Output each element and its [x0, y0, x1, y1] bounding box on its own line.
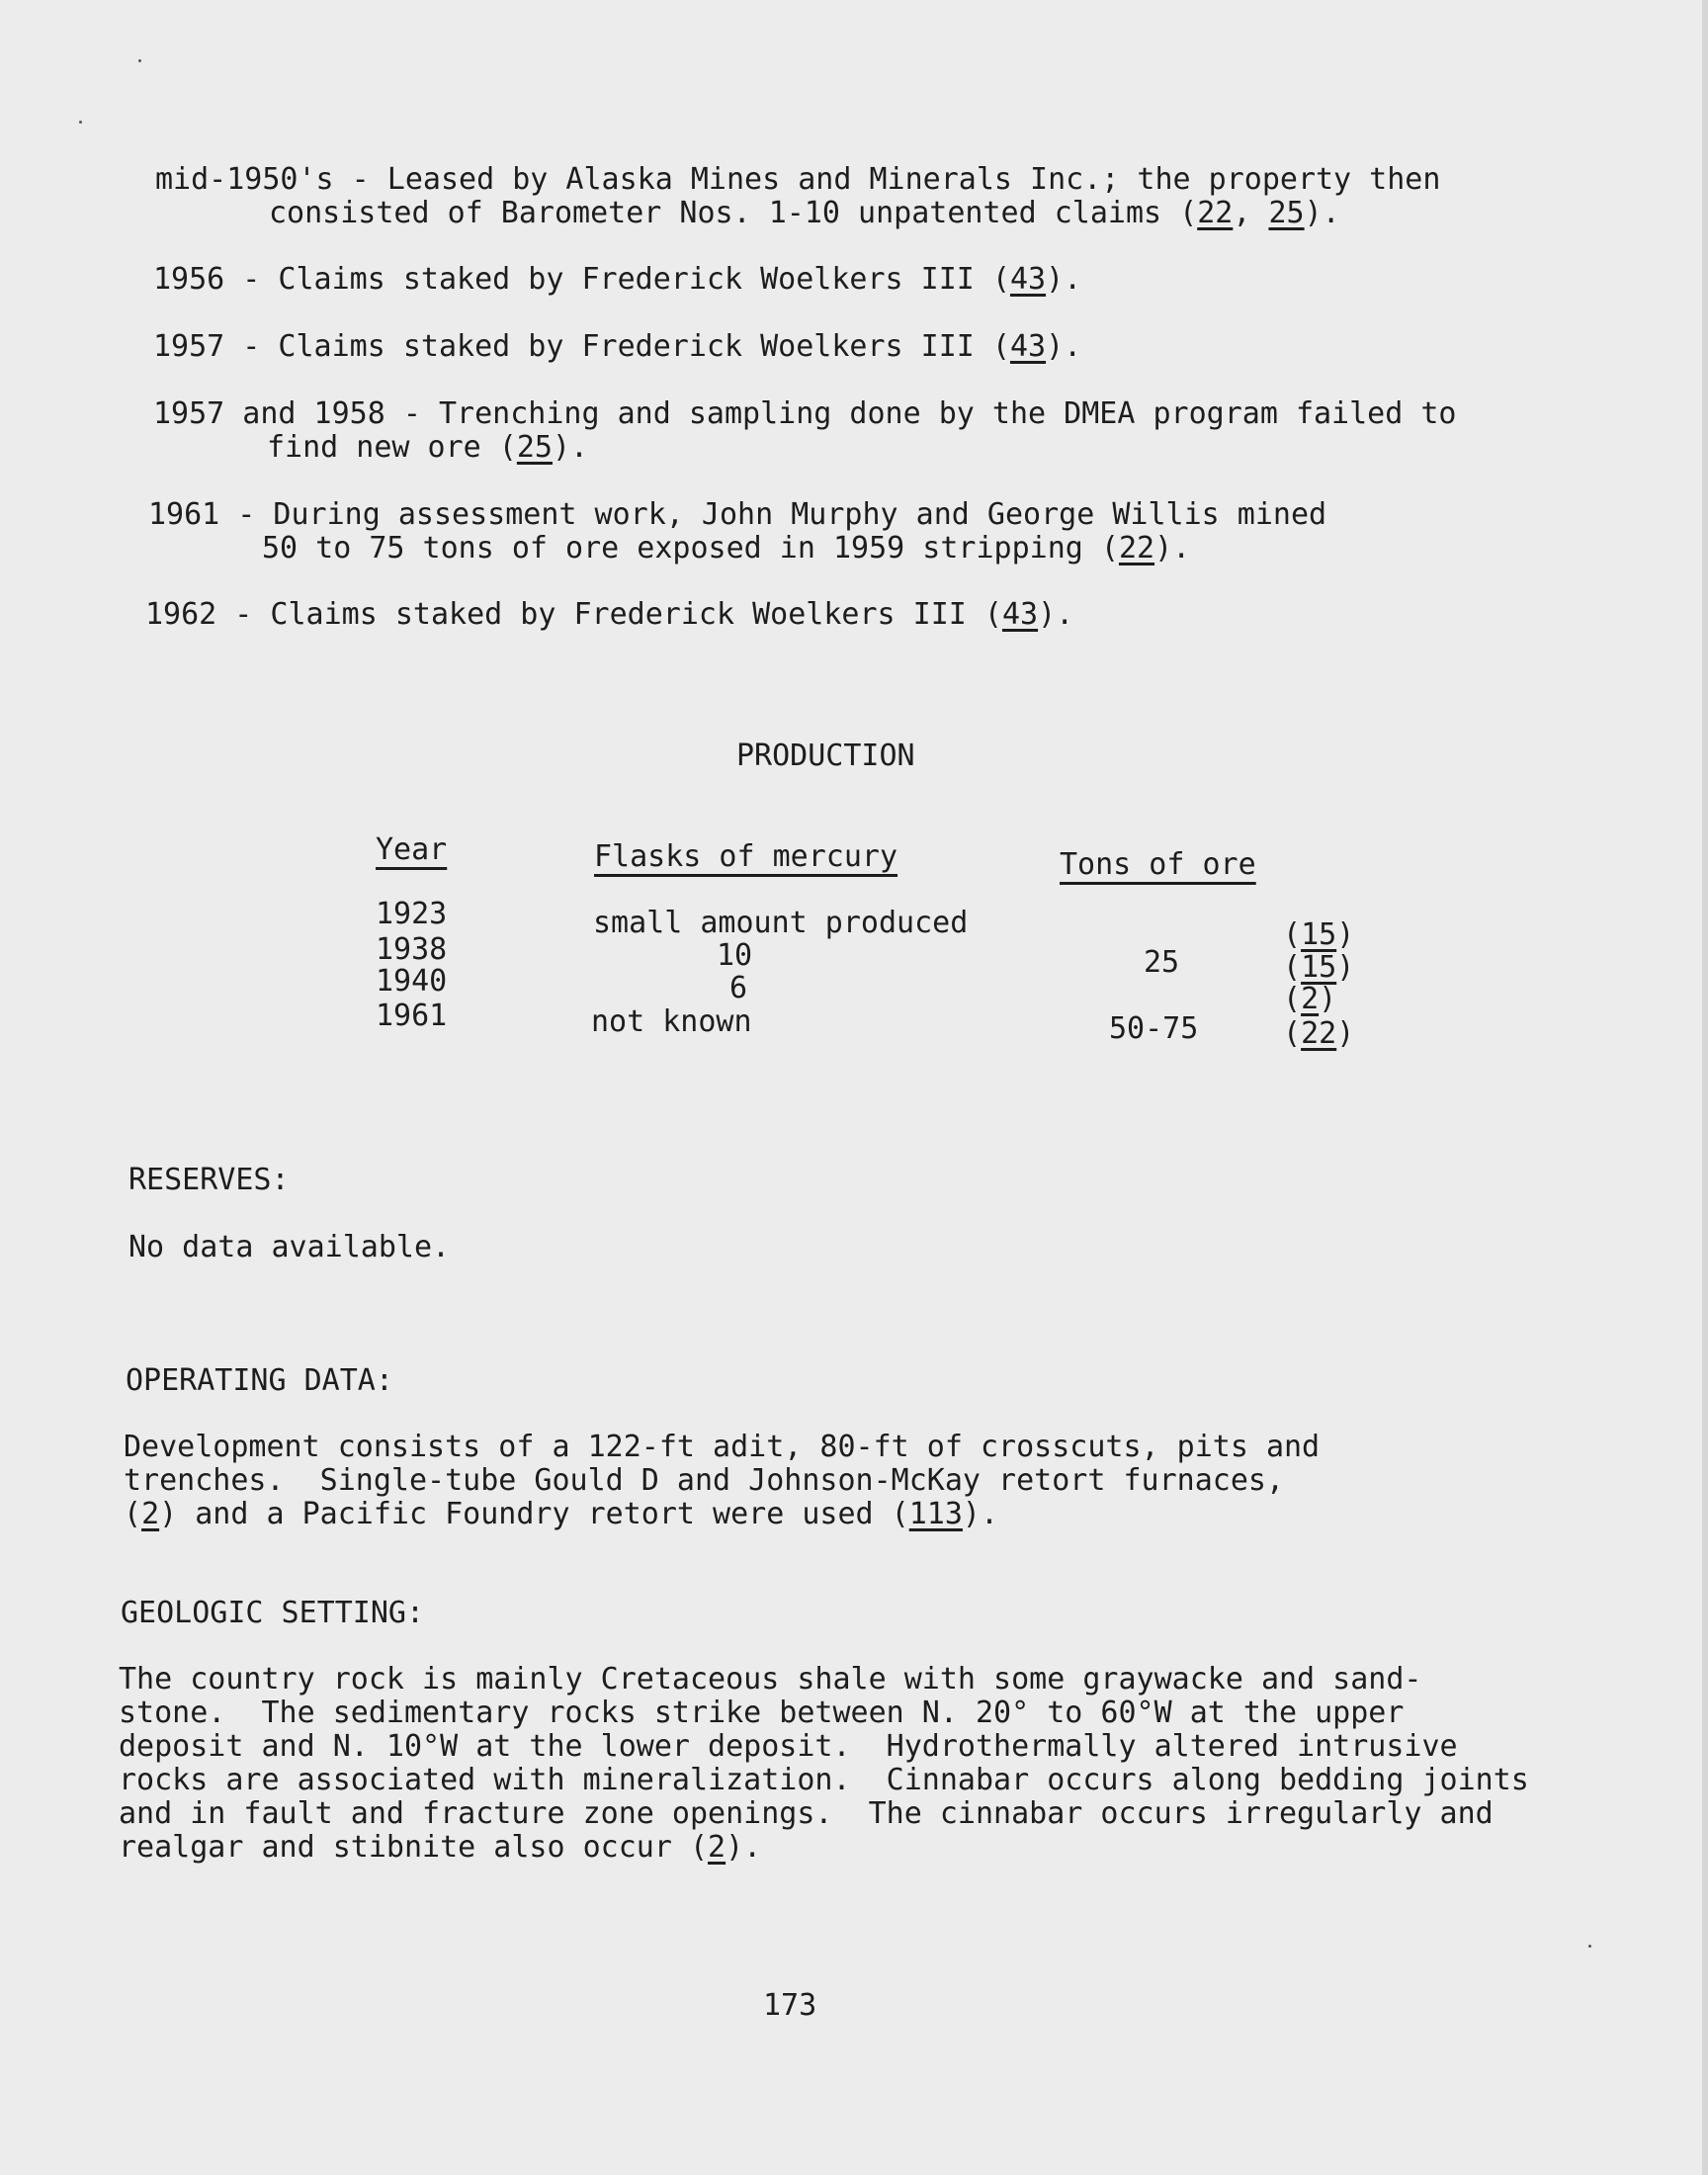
- text-run: deposit and N. 10°W at the lower deposit. Hydrothermally altered intrusive: [119, 1729, 1458, 1764]
- production-title: PRODUCTION: [736, 739, 915, 773]
- speck: [1588, 1945, 1591, 1948]
- text-line: [119, 1696, 1529, 1730]
- text-line: [124, 1464, 1320, 1498]
- reference-number: 2: [708, 1830, 726, 1865]
- production-tons: 50-75: [1109, 1011, 1199, 1046]
- text-run: 1962 - Claims staked by Frederick Woelkers III (: [145, 597, 1002, 632]
- text-line: [153, 263, 1081, 297]
- production-reference: (15): [1283, 950, 1355, 985]
- text-line: [119, 1831, 1529, 1865]
- text-line: [155, 197, 1440, 230]
- production-year: 1961: [376, 999, 448, 1033]
- production-flasks: not known: [591, 1004, 752, 1039]
- reference-number: 25: [1268, 196, 1305, 230]
- history-entry: [155, 163, 1440, 230]
- page-edge: [1702, 0, 1708, 2175]
- production-year: 1923: [376, 897, 448, 931]
- text-run: and in fault and fracture zone openings. The cinnabar occurs irregularly and: [119, 1796, 1494, 1831]
- text-run: ,: [1233, 196, 1269, 230]
- reference-number: 2: [141, 1497, 160, 1531]
- text-run: realgar and stibnite also occur (: [119, 1830, 709, 1865]
- text-run: trenches. Single-tube Gould D and Johnson-McKay retort furnaces,: [124, 1463, 1284, 1498]
- text-run: 1957 - Claims staked by Frederick Woelkers III (: [153, 329, 1010, 364]
- production-tons: 25: [1144, 945, 1180, 980]
- speck: [138, 59, 141, 62]
- reference-number: 22: [1197, 196, 1234, 230]
- production-reference: (15): [1283, 917, 1355, 952]
- text-line: [119, 1730, 1529, 1764]
- geologic-text: [119, 1663, 1529, 1865]
- production-year: 1938: [376, 932, 448, 967]
- text-run: ).: [553, 430, 589, 465]
- text-line: [153, 330, 1081, 364]
- text-line: [119, 1764, 1529, 1797]
- text-run: rocks are associated with mineralization. Cinnabar occurs along bedding joints: [119, 1763, 1529, 1797]
- reference-number: 43: [1009, 262, 1047, 297]
- text-run: find new ore (: [267, 430, 517, 465]
- history-entry: [153, 263, 1081, 297]
- reference-number: 43: [1009, 329, 1047, 364]
- text-run: ).: [1304, 196, 1340, 230]
- reference-number: 22: [1118, 531, 1155, 566]
- text-line: [148, 532, 1326, 566]
- reference-number: 43: [1001, 597, 1039, 632]
- text-run: Development consists of a 122-ft adit, 80-ft of crosscuts, pits and: [124, 1430, 1321, 1464]
- text-run: ).: [1038, 597, 1074, 632]
- reference-number: 22: [1301, 1016, 1337, 1051]
- text-run: ) and a Pacific Foundry retort were used (: [159, 1497, 909, 1531]
- text-line: [145, 598, 1073, 632]
- text-line: [124, 1498, 1320, 1531]
- text-line: [148, 498, 1326, 532]
- reserves-text: No data available.: [128, 1230, 451, 1264]
- production-reference: (2): [1283, 982, 1337, 1016]
- reference-number: 15: [1301, 950, 1337, 985]
- production-year: 1940: [376, 964, 448, 999]
- text-run: 1957 and 1958 - Trenching and sampling done by the DMEA program failed to: [153, 396, 1457, 431]
- text-run: 1961 - During assessment work, John Murphy and George Willis mined: [148, 497, 1327, 532]
- text-line: [155, 163, 1440, 197]
- reference-number: 113: [908, 1497, 963, 1531]
- reference-number: 25: [516, 430, 553, 465]
- text-line: [119, 1797, 1529, 1831]
- operating-text: [124, 1431, 1320, 1531]
- text-run: mid-1950's - Leased by Alaska Mines and Minerals Inc.; the property then: [155, 162, 1441, 197]
- production-flasks: 6: [729, 971, 748, 1005]
- operating-heading: OPERATING DATA:: [126, 1363, 393, 1398]
- production-flasks: small amount produced: [593, 906, 969, 940]
- column-header-year: Year: [376, 832, 448, 867]
- text-line: [153, 397, 1457, 431]
- text-run: The country rock is mainly Cretaceous shale with some graywacke and sand-: [119, 1662, 1422, 1696]
- reference-number: 2: [1301, 982, 1320, 1016]
- text-run: stone. The sedimentary rocks strike between N. 20° to 60°W at the upper: [119, 1696, 1405, 1730]
- text-run: ).: [962, 1497, 999, 1531]
- text-run: ).: [1046, 262, 1082, 297]
- page-number: 173: [763, 1988, 817, 2023]
- reference-number: 15: [1301, 917, 1337, 952]
- text-run: ).: [1046, 329, 1082, 364]
- production-flasks: 10: [717, 938, 753, 973]
- speck: [79, 121, 82, 124]
- geologic-heading: GEOLOGIC SETTING:: [121, 1596, 425, 1630]
- column-header-tons: Tons of ore: [1060, 847, 1256, 882]
- text-line: [119, 1663, 1529, 1696]
- text-run: (: [124, 1497, 142, 1531]
- production-reference: (22): [1283, 1016, 1355, 1051]
- text-run: ).: [726, 1830, 762, 1865]
- text-run: ).: [1154, 531, 1191, 566]
- text-run: 1956 - Claims staked by Frederick Woelkers III (: [153, 262, 1010, 297]
- reserves-heading: RESERVES:: [128, 1163, 290, 1197]
- text-run: consisted of Barometer Nos. 1-10 unpatented claims (: [269, 196, 1198, 230]
- text-line: [124, 1431, 1320, 1464]
- text-line: [153, 431, 1457, 465]
- history-entry: [153, 330, 1081, 364]
- history-entry: [148, 498, 1326, 566]
- history-entry: [153, 397, 1457, 465]
- column-header-flasks: Flasks of mercury: [594, 839, 898, 874]
- text-run: 50 to 75 tons of ore exposed in 1959 stripping (: [262, 531, 1119, 566]
- history-entry: [145, 598, 1073, 632]
